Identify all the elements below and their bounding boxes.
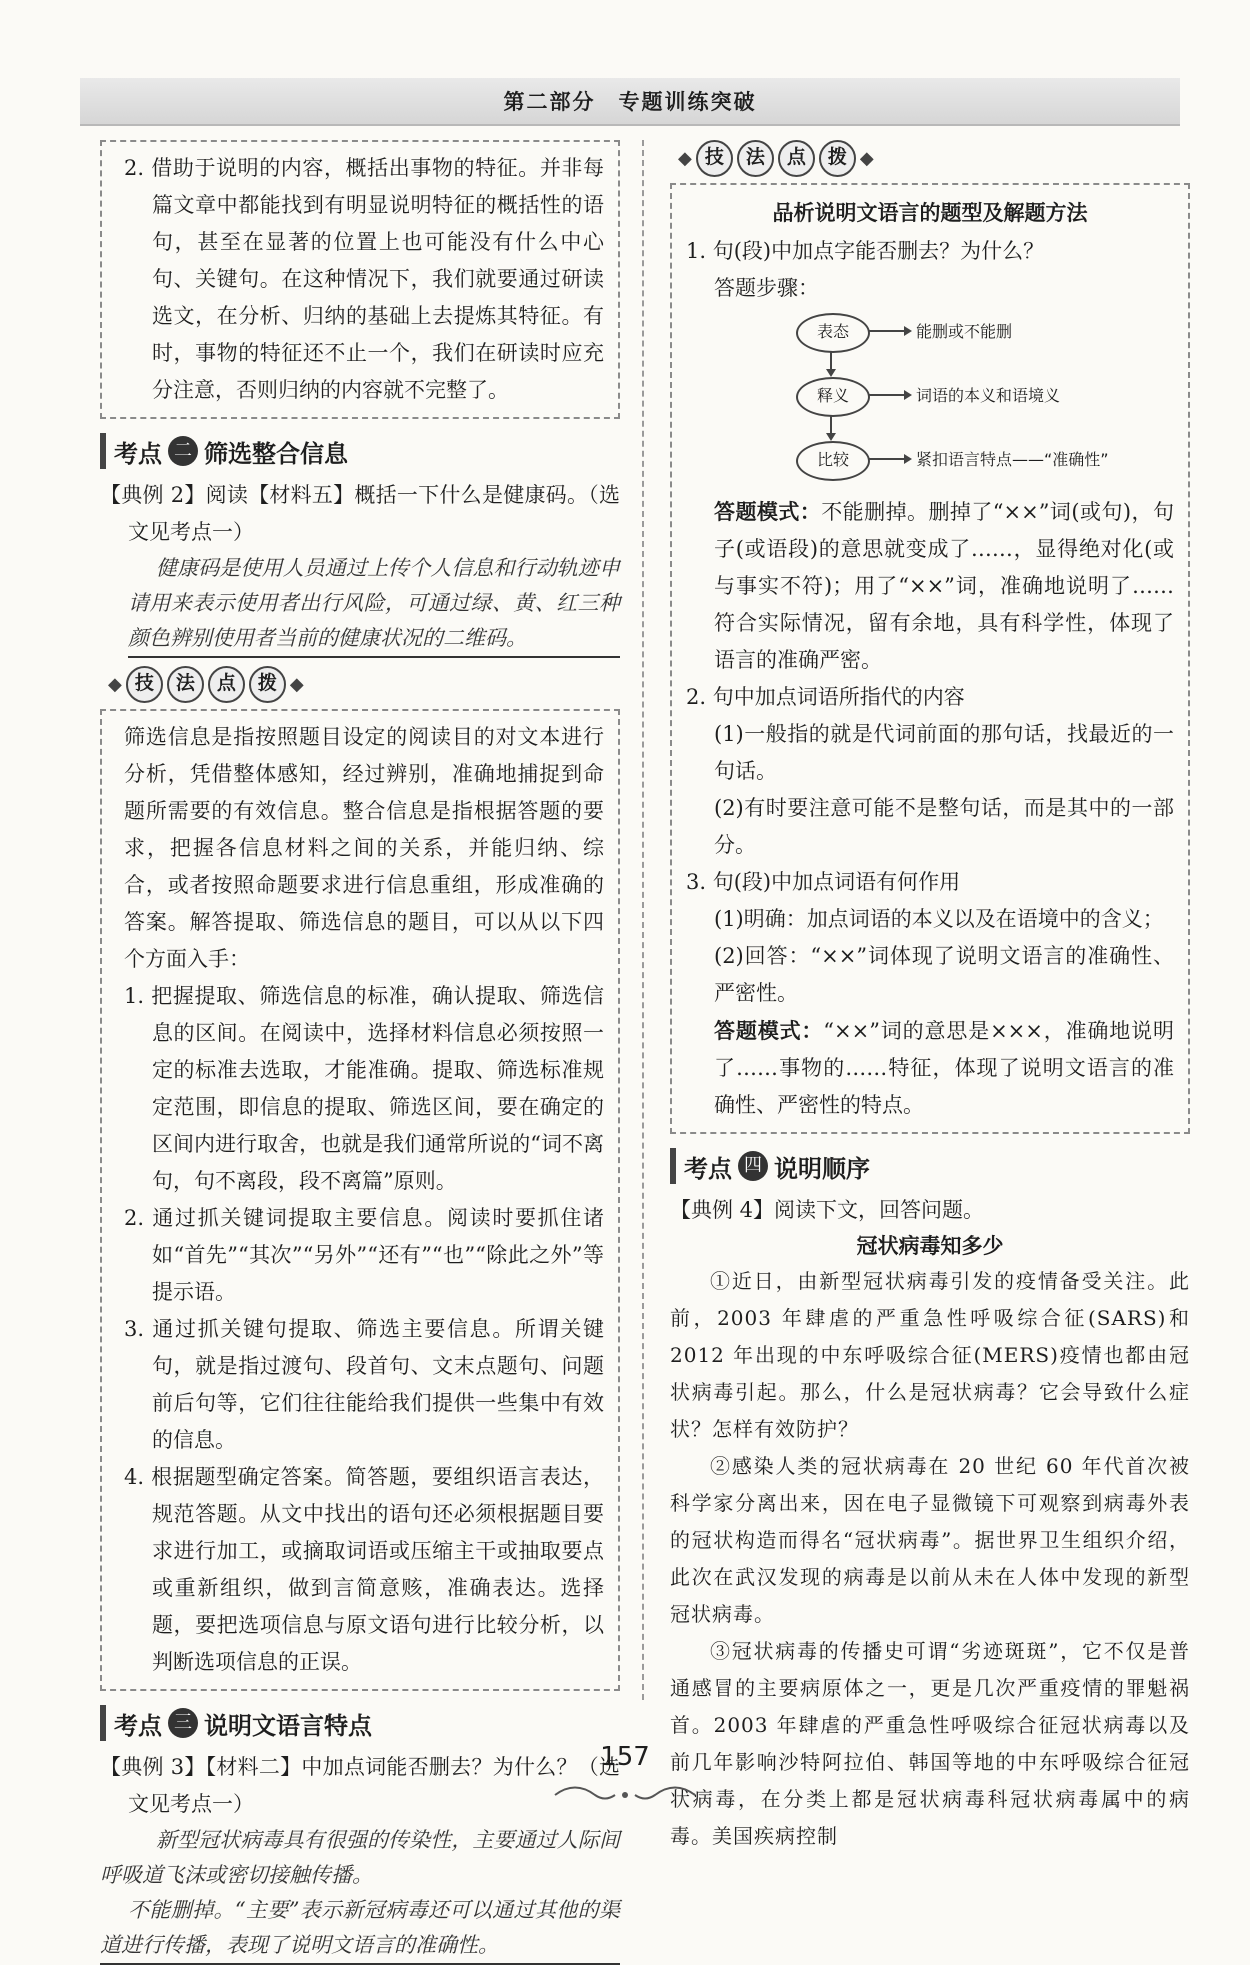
example-3-answer — [100, 1823, 620, 1965]
method-tag-right — [678, 140, 1190, 177]
box1-item-2: 2. 借助于说明的内容，概括出事物的特征。并非每篇文章中都能找到有明显说明特征的概括性的语句，甚至在显著的位置上也可能没有什么中心句、关键句。在这种情况下，我们就要通过研读选文，在分析、归纳的基础上去提炼其特征。有时，事物的特征还不止一个，我们在研读时应充分注意，否则归纳的内容就不完整了。 — [124, 156, 604, 402]
tag-char-2: 法 — [737, 140, 774, 177]
heading-bar — [100, 433, 106, 469]
example-2-answer — [100, 551, 620, 658]
tag-char-1: 技 — [126, 666, 163, 703]
tag-char-3: 点 — [778, 140, 815, 177]
kaodian-title: 说明顺序 — [774, 1154, 870, 1183]
mode-text: “××”词的意思是×××，准确地说明了……事物的……特征，体现了说明文语言的准确性、严密性的特点。 — [714, 1019, 1174, 1117]
diamond-icon: ◆ — [108, 674, 122, 695]
kaodian-title: 说明文语言特点 — [204, 1711, 372, 1740]
flow-label-2: 词语的本义和语境义 — [916, 386, 1061, 405]
method-q2b: (2)有时要注意可能不是整句话，而是其中的一部分。 — [714, 796, 1174, 857]
method-box-2 — [100, 709, 620, 1691]
heading-bar — [670, 1148, 676, 1184]
kaodian-number: 三 — [168, 1708, 198, 1738]
box2-intro: 筛选信息是指按照题目设定的阅读目的对文本进行分析，凭借整体感知，经过辨别，准确地捕捉到命题所需要的有效信息。整合信息是指根据答题的要求，把握各信息材料之间的关系，并能归纳、综合，或者按照命题要求进行信息重组，形成准确的答案。解答提取、筛选信息的题目，可以从以下四个方面入手： — [124, 725, 604, 971]
example-4-question: 【典例 4】阅读下文，回答问题。 — [670, 1198, 985, 1222]
box2-item-1: 1. 把握提取、筛选信息的标准，确认提取、筛选信息的区间。在阅读中，选择材料信息必须按照一定的标准去选取，才能准确。提取、筛选标准规定范围，即信息的提取、筛选区间，要在确定的区间内进行取舍，也就是我们通常所说的“词不离句，句不离段，段不离篇”原则。 — [124, 984, 604, 1193]
flow-node-biaotai: 表态 — [796, 313, 870, 353]
left-column — [100, 140, 620, 1965]
kaodian-label: 考点 — [684, 1154, 732, 1183]
tag-char-1: 技 — [696, 140, 733, 177]
method-box-1 — [100, 140, 620, 419]
answer-mode-2 — [686, 1012, 1174, 1124]
article-para-1: ①近日，由新型冠状病毒引发的疫情备受关注。此前，2003 年肆虐的严重急性呼吸综合征(SARS)和 2012 年出现的中东呼吸综合征(MERS)疫情也都由冠状病毒引起。那么，什么是冠状病毒？它会导致什么症状？怎样有效防护？ — [670, 1269, 1190, 1441]
mode-text: 不能删掉。删掉了“××”词(或句)，句子(或语段)的意思就变成了……，显得绝对化(或与事实不符)；用了“××”词，准确地说明了……符合实际情况，留有余地，具有科学性，体现了语言的准确严密。 — [714, 500, 1174, 672]
answer-mode-1 — [686, 493, 1174, 679]
method-q3: 3. 句(段)中加点词语有何作用 — [686, 870, 961, 894]
column-divider — [642, 140, 644, 1700]
method-q2a: (1)一般指的就是代词前面的那句话，找最近的一句话。 — [714, 722, 1174, 783]
mode-label: 答题模式： — [714, 1018, 824, 1043]
answer-flowchart — [686, 311, 1174, 489]
tag-char-3: 点 — [208, 666, 245, 703]
diamond-icon: ◆ — [678, 148, 692, 169]
kaodian-4-heading — [670, 1148, 1190, 1184]
method-q1: 1. 句(段)中加点字能否删去？为什么？ — [686, 239, 1045, 263]
kaodian-number: 四 — [738, 1151, 768, 1181]
page-number: 157 — [600, 1742, 650, 1772]
kaodian-number: 二 — [168, 436, 198, 466]
page-header — [80, 78, 1180, 126]
mode-label: 答题模式： — [714, 499, 822, 524]
kaodian-2-heading — [100, 433, 620, 469]
method-box-right — [670, 183, 1190, 1134]
method-title: 品析说明文语言的题型及解题方法 — [772, 201, 1088, 225]
flow-node-bijiao: 比较 — [796, 441, 870, 481]
box2-item-2: 2. 通过抓关键词提取主要信息。阅读时要抓住诸如“首先”“其次”“另外”“还有”“也”“除此之外”等提示语。 — [124, 1206, 604, 1304]
method-tag-badge — [108, 666, 304, 703]
flow-label-1: 能删或不能删 — [916, 322, 1013, 341]
example-3-quote: 新型冠状病毒具有很强的传染性，主要通过人际间呼吸道飞沫或密切接触传播。 — [100, 1828, 620, 1887]
kaodian-label: 考点 — [114, 439, 162, 468]
method-q2: 2. 句中加点词语所指代的内容 — [686, 685, 965, 709]
example-3-answer-text: 不能删掉。“主要”表示新冠病毒还可以通过其他的渠道进行传播，表现了说明文语言的准确性。 — [100, 1893, 620, 1965]
box2-item-3: 3. 通过抓关键句提取、筛选主要信息。所谓关键句，就是指过渡句、段首句、文末点题句、问题前后句等，它们往往能给我们提供一些集中有效的信息。 — [124, 1317, 604, 1452]
example-3-question: 【典例 3】【材料二】中加点词能否删去？为什么？（选文见考点一） — [100, 1755, 620, 1816]
flow-label-3: 紧扣语言特点——“准确性” — [916, 450, 1109, 469]
kaodian-label: 考点 — [114, 1711, 162, 1740]
method-q3a: (1)明确：加点词语的本义以及在语境中的含义； — [714, 907, 1164, 931]
heading-bar — [100, 1705, 106, 1741]
example-2-question: 【典例 2】阅读【材料五】概括一下什么是健康码。（选文见考点一） — [100, 483, 620, 544]
right-column — [670, 140, 1190, 1855]
header-title: 第二部分 专题训练突破 — [503, 90, 757, 114]
tag-char-4: 拨 — [819, 140, 856, 177]
diamond-icon: ◆ — [289, 674, 304, 695]
article-para-2: ②感染人类的冠状病毒在 20 世纪 60 年代首次被科学家分离出来，因在电子显微镜下可观察到病毒外表的冠状构造而得名“冠状病毒”。据世界卫生组织介绍，此次在武汉发现的病毒是以前从未在人体中发现的新型冠状病毒。 — [670, 1454, 1190, 1626]
footer-ornament-icon — [545, 1780, 705, 1810]
method-tag-badge — [678, 140, 874, 177]
box2-item-4: 4. 根据题型确定答案。简答题，要组织语言表达，规范答题。从文中找出的语句还必须根据题目要求进行加工，或摘取词语或压缩主干或抽取要点或重新组织，做到言简意赅，准确表达。选择题，要把选项信息与原文语句进行比较分析，以判断选项信息的正误。 — [124, 1465, 604, 1674]
diamond-icon: ◆ — [859, 148, 874, 169]
kaodian-3-heading — [100, 1705, 620, 1741]
method-tag-2 — [108, 666, 620, 703]
tag-char-2: 法 — [167, 666, 204, 703]
article-para-3: ③冠状病毒的传播史可谓“劣迹斑斑”，它不仅是普通感冒的主要病原体之一，更是几次严重疫情的罪魁祸首。2003 年肆虐的严重急性呼吸综合征冠状病毒以及前几年影响沙特阿拉伯、韩国等地的中东呼吸综合征冠状病毒，在分类上都是冠状病毒科冠状病毒属中的病毒。美国疾病控制 — [670, 1639, 1190, 1848]
method-q3b: (2)回答：“××”词体现了说明文语言的准确性、严密性。 — [714, 944, 1174, 1005]
answer-text: 健康码是使用人员通过上传个人信息和行动轨迹申请用来表示使用者出行风险，可通过绿、黄、红三种颜色辨别使用者当前的健康状况的二维码。 — [128, 551, 620, 658]
steps-label: 答题步骤： — [714, 276, 819, 300]
tag-char-4: 拨 — [249, 666, 286, 703]
article-title: 冠状病毒知多少 — [856, 1234, 1004, 1258]
kaodian-title: 筛选整合信息 — [204, 439, 348, 468]
flow-node-shiyi: 释义 — [796, 377, 870, 417]
